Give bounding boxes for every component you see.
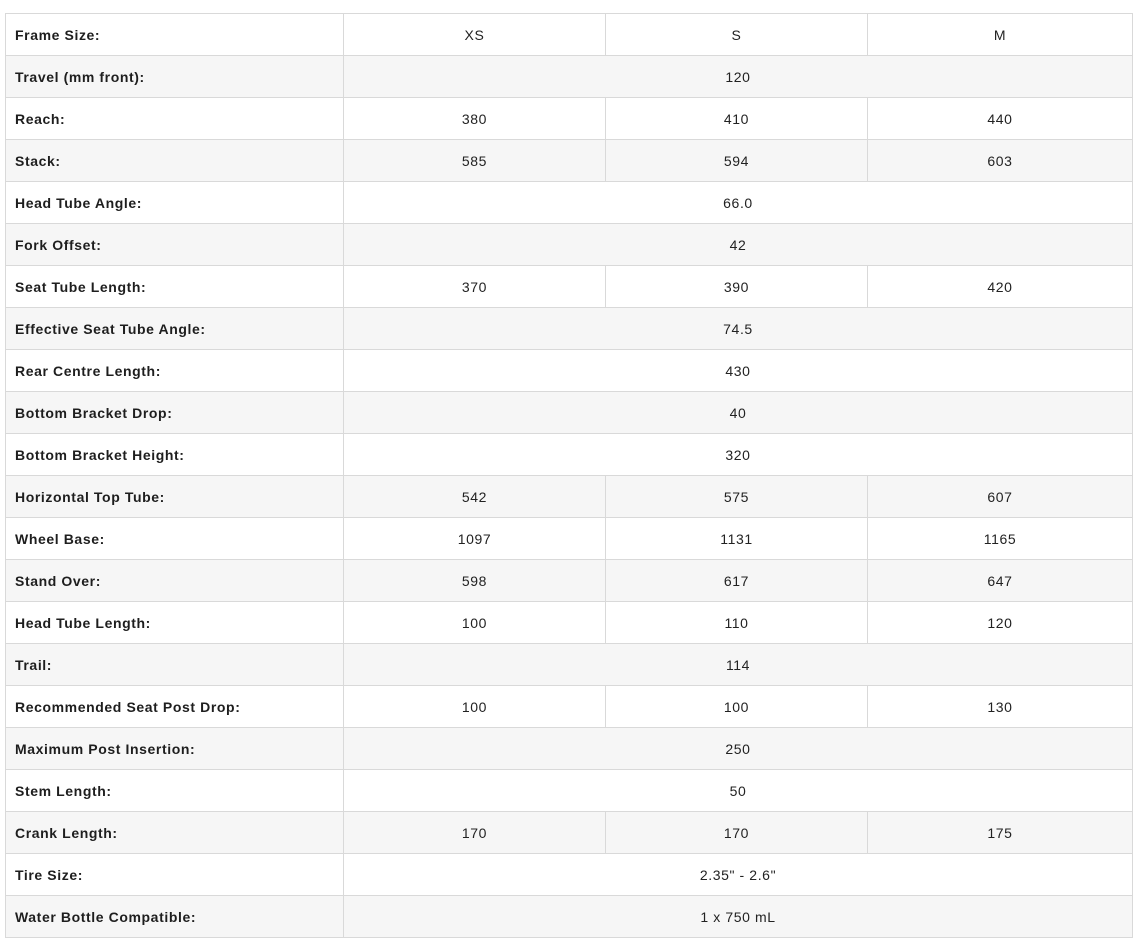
table-row [6,854,1133,896]
row-value-all-sizes: 42 [344,224,1133,266]
row-label: Crank Length: [6,812,344,854]
row-value-s: 617 [606,560,868,602]
row-label: Horizontal Top Tube: [6,476,344,518]
frame-size-label: Frame Size: [6,14,344,56]
row-label: Tire Size: [6,854,344,896]
row-value-all-sizes: 2.35" - 2.6" [344,854,1133,896]
table-row [6,770,1133,812]
row-value-s: 390 [606,266,868,308]
row-label: Stand Over: [6,560,344,602]
size-header-s: S [606,14,868,56]
table-row [6,686,1133,728]
table-row [6,560,1133,602]
row-label: Trail: [6,644,344,686]
table-row [6,182,1133,224]
table-row [6,98,1133,140]
row-value-m: 175 [868,812,1133,854]
row-label: Recommended Seat Post Drop: [6,686,344,728]
row-value-all-sizes: 1 x 750 mL [344,896,1133,938]
table-row [6,728,1133,770]
row-label: Maximum Post Insertion: [6,728,344,770]
table-row [6,350,1133,392]
row-value-all-sizes: 120 [344,56,1133,98]
row-value-s: 1131 [606,518,868,560]
table-row-frame-size [6,14,1133,56]
row-value-xs: 100 [344,602,606,644]
row-value-m: 130 [868,686,1133,728]
row-label: Water Bottle Compatible: [6,896,344,938]
row-value-xs: 100 [344,686,606,728]
size-header-m: M [868,14,1133,56]
row-value-all-sizes: 320 [344,434,1133,476]
table-row [6,308,1133,350]
row-value-s: 170 [606,812,868,854]
row-value-all-sizes: 66.0 [344,182,1133,224]
table-row [6,602,1133,644]
row-label: Head Tube Angle: [6,182,344,224]
row-value-xs: 380 [344,98,606,140]
row-value-all-sizes: 250 [344,728,1133,770]
row-label: Fork Offset: [6,224,344,266]
table-row [6,266,1133,308]
row-label: Stem Length: [6,770,344,812]
row-value-xs: 370 [344,266,606,308]
row-value-xs: 598 [344,560,606,602]
row-value-m: 647 [868,560,1133,602]
table-row [6,644,1133,686]
row-value-s: 410 [606,98,868,140]
row-value-m: 420 [868,266,1133,308]
row-label: Travel (mm front): [6,56,344,98]
row-value-all-sizes: 74.5 [344,308,1133,350]
row-value-all-sizes: 50 [344,770,1133,812]
table-row [6,812,1133,854]
table-row [6,392,1133,434]
row-label: Bottom Bracket Height: [6,434,344,476]
table-row [6,518,1133,560]
row-value-xs: 585 [344,140,606,182]
size-header-xs: XS [344,14,606,56]
geometry-table-body [6,14,1133,938]
row-label: Seat Tube Length: [6,266,344,308]
row-value-all-sizes: 430 [344,350,1133,392]
row-label: Head Tube Length: [6,602,344,644]
table-row [6,56,1133,98]
row-value-s: 594 [606,140,868,182]
table-row [6,896,1133,938]
table-row [6,476,1133,518]
geometry-table [5,13,1133,938]
row-label: Reach: [6,98,344,140]
row-value-m: 603 [868,140,1133,182]
row-label: Stack: [6,140,344,182]
geometry-table-container [5,13,1132,938]
row-label: Effective Seat Tube Angle: [6,308,344,350]
row-value-m: 1165 [868,518,1133,560]
row-value-xs: 1097 [344,518,606,560]
row-value-s: 575 [606,476,868,518]
row-value-all-sizes: 40 [344,392,1133,434]
row-value-s: 100 [606,686,868,728]
row-value-m: 607 [868,476,1133,518]
row-label: Wheel Base: [6,518,344,560]
row-value-s: 110 [606,602,868,644]
row-value-xs: 170 [344,812,606,854]
row-value-xs: 542 [344,476,606,518]
table-row [6,140,1133,182]
row-value-m: 120 [868,602,1133,644]
row-value-m: 440 [868,98,1133,140]
row-label: Bottom Bracket Drop: [6,392,344,434]
row-label: Rear Centre Length: [6,350,344,392]
table-row [6,224,1133,266]
table-row [6,434,1133,476]
row-value-all-sizes: 114 [344,644,1133,686]
